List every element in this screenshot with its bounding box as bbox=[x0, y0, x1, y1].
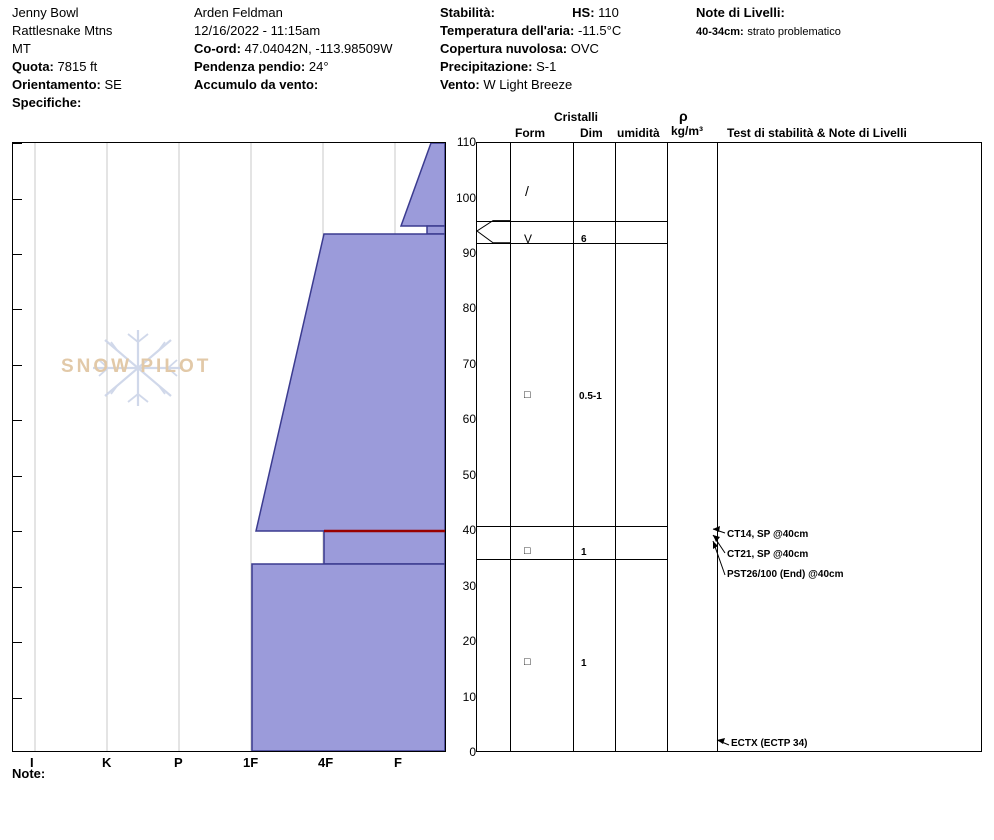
grain-dim-4: 1 bbox=[581, 547, 587, 558]
grain-dim-2: 6 bbox=[581, 234, 587, 245]
sky-value: OVC bbox=[570, 41, 599, 56]
hardness-label-P: P bbox=[174, 755, 183, 770]
header-conditions-column bbox=[440, 4, 690, 94]
layer-note-depth: 40-34cm: bbox=[696, 26, 744, 38]
coord-value: 47.04042N, -113.98509W bbox=[244, 41, 393, 56]
stability-label: Stabilità: bbox=[440, 5, 495, 20]
elevation-label: Quota: bbox=[12, 59, 54, 74]
hardness-label-F: F bbox=[394, 755, 402, 770]
hardness-label-1F: 1F bbox=[243, 755, 259, 770]
depth-tick-100: 100 bbox=[455, 190, 476, 205]
depth-axis bbox=[448, 135, 476, 759]
depth-tick-70: 70 bbox=[462, 356, 476, 371]
hardness-label-K: K bbox=[102, 755, 112, 770]
header-layer-notes-column bbox=[696, 4, 986, 41]
site-state: MT bbox=[12, 41, 31, 56]
airtemp-label: Temperatura dell'aria: bbox=[440, 23, 575, 38]
grain-symbol-1: / bbox=[525, 183, 529, 199]
hs-value: 110 bbox=[598, 5, 619, 20]
slope-angle-value: 24° bbox=[308, 59, 329, 74]
crystals-title: Cristalli bbox=[554, 110, 599, 124]
aspect-value: SE bbox=[104, 77, 122, 92]
grain-density-test-panel bbox=[476, 142, 982, 752]
site-range: Rattlesnake Mtns bbox=[12, 23, 113, 38]
grain-dim-5: 1 bbox=[581, 658, 587, 669]
aspect-label: Orientamento: bbox=[12, 77, 101, 92]
depth-tick-30: 30 bbox=[462, 578, 476, 593]
grain-symbol-3: □ bbox=[524, 389, 531, 401]
grain-symbol-4: □ bbox=[524, 545, 531, 557]
elevation-value: 7815 ft bbox=[57, 59, 98, 74]
precip-label: Precipitazione: bbox=[440, 59, 533, 74]
observer-name: Arden Feldman bbox=[194, 5, 283, 20]
test-label-3: PST26/100 (End) @40cm bbox=[727, 569, 844, 580]
depth-tick-40: 40 bbox=[462, 523, 476, 538]
leader-lines-svg bbox=[477, 143, 981, 751]
sky-label: Copertura nuvolosa: bbox=[440, 41, 568, 56]
site-name: Jenny Bowl bbox=[12, 5, 79, 20]
coord-label: Co-ord: bbox=[194, 41, 241, 56]
precip-value: S-1 bbox=[536, 59, 557, 74]
rho-symbol-header: ρ bbox=[679, 108, 688, 124]
depth-tick-60: 60 bbox=[462, 412, 476, 427]
wind-label: Vento: bbox=[440, 77, 480, 92]
hs-label: HS: bbox=[572, 5, 595, 20]
depth-tick-0: 0 bbox=[469, 745, 476, 759]
grain-dim-3: 0.5-1 bbox=[579, 391, 602, 402]
header-site-column bbox=[12, 4, 192, 112]
dim-header: Dim bbox=[580, 126, 603, 140]
watermark-text: SNOW PILOT bbox=[61, 356, 212, 377]
depth-tick-80: 80 bbox=[462, 301, 476, 316]
grain-symbol-5: □ bbox=[524, 656, 531, 668]
test-label-2: CT21, SP @40cm bbox=[727, 549, 809, 560]
header-observer-column bbox=[194, 4, 434, 94]
snowpilot-watermark bbox=[53, 328, 223, 408]
wind-value: W Light Breeze bbox=[483, 77, 573, 92]
depth-tick-110: 110 bbox=[456, 135, 476, 149]
hardness-label-4F: 4F bbox=[318, 755, 334, 770]
slope-angle-label: Pendenza pendio: bbox=[194, 59, 306, 74]
hardness-label-I: I bbox=[30, 755, 34, 770]
airtemp-value: -11.5°C bbox=[577, 23, 622, 38]
humidity-header: umidità bbox=[617, 126, 660, 140]
depth-tick-20: 20 bbox=[462, 634, 476, 649]
windload-label: Accumulo da vento: bbox=[194, 77, 319, 92]
form-header: Form bbox=[515, 126, 545, 140]
specifics-label: Specifiche: bbox=[12, 95, 82, 110]
depth-tick-10: 10 bbox=[462, 689, 476, 704]
profile-svg bbox=[13, 143, 445, 751]
tests-header: Test di stabilità & Note di Livelli bbox=[727, 126, 907, 140]
test-label-1: CT14, SP @40cm bbox=[727, 529, 809, 540]
rho-units-header: kg/m³ bbox=[671, 124, 704, 138]
depth-tick-90: 90 bbox=[462, 246, 476, 260]
test-label-4: ECTX (ECTP 34) bbox=[731, 738, 808, 749]
layer-notes-title: Note di Livelli: bbox=[696, 5, 785, 20]
note-label: Note: bbox=[12, 766, 46, 781]
layer-note-text: strato problematico bbox=[747, 26, 841, 38]
observation-datetime: 12/16/2022 - 11:15am bbox=[194, 23, 321, 38]
snow-profile-plot bbox=[12, 142, 446, 752]
grain-symbol-2: V bbox=[524, 232, 533, 246]
depth-tick-50: 50 bbox=[462, 467, 476, 482]
